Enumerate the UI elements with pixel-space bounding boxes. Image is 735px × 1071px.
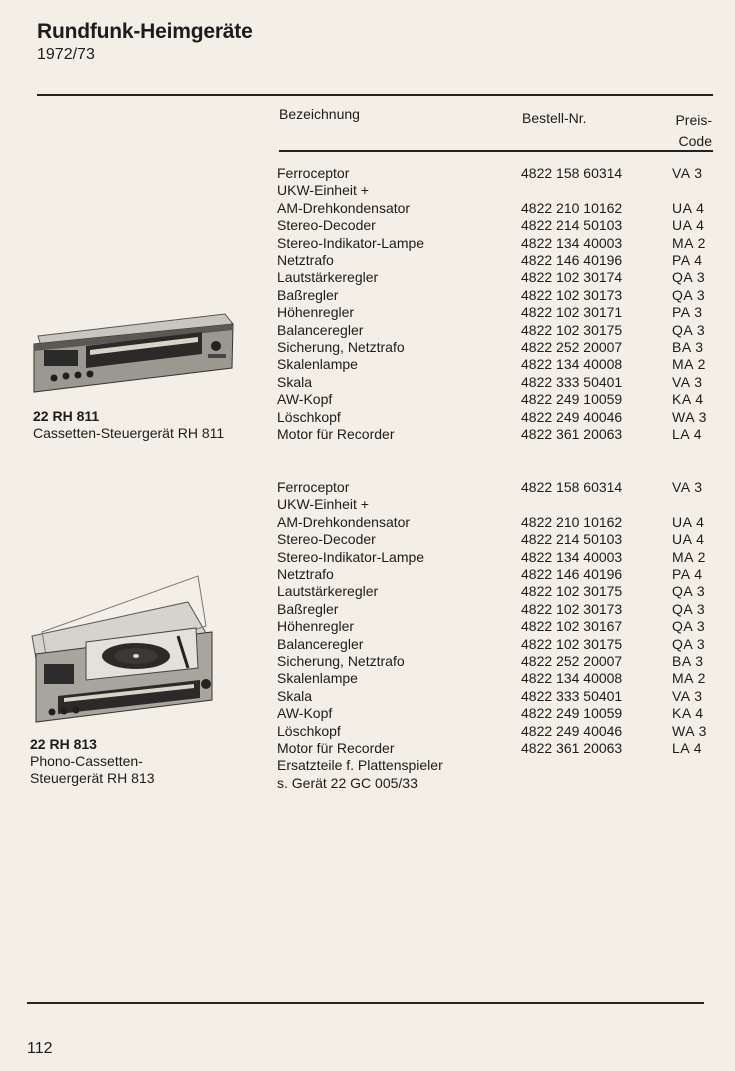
part-order-number: 4822 214 50103 xyxy=(521,217,623,234)
part-price-code: QA 3 xyxy=(672,321,706,338)
part-name: Ferroceptor xyxy=(277,165,350,181)
part-price-code: UA 4 xyxy=(672,513,705,530)
part-name: Skala xyxy=(277,373,313,390)
part-name: UKW-Einheit + xyxy=(277,182,369,199)
part-name: AW-Kopf xyxy=(277,705,333,722)
part-price-code: QA 3 xyxy=(672,286,706,303)
device-description: Cassetten-Steuergerät RH 811 xyxy=(33,425,225,441)
part-name: Netztrafo xyxy=(277,566,334,582)
part-name: Balanceregler xyxy=(277,321,364,338)
part-price-code: VA 3 xyxy=(672,687,703,704)
part-price-code: MA 2 xyxy=(672,670,706,687)
part-price-code: KA 4 xyxy=(672,705,704,722)
header-order-number: Bestell-Nr. xyxy=(522,110,587,126)
part-price-code: WA 3 xyxy=(672,408,707,425)
part-name: Löschkopf xyxy=(277,722,341,739)
header-rule xyxy=(279,150,713,152)
part-name: Sicherung, Netztrafo xyxy=(277,653,405,669)
device-description: Phono-Cassetten- xyxy=(30,753,143,769)
part-order-number: 4822 102 30167 xyxy=(521,618,623,635)
page-number: 112 xyxy=(27,1040,53,1057)
part-price-code: BA 3 xyxy=(672,653,704,669)
part-row xyxy=(0,165,735,182)
part-order-number: 4822 102 30175 xyxy=(521,583,623,600)
part-price-code: MA 2 xyxy=(672,548,706,565)
part-row xyxy=(0,531,735,548)
part-price-code: QA 3 xyxy=(672,583,706,600)
part-price-code: LA 4 xyxy=(672,740,703,756)
part-name: Löschkopf xyxy=(277,408,341,425)
page-title: Rundfunk-Heimgeräte xyxy=(37,20,253,43)
part-price-code: UA 4 xyxy=(672,217,705,234)
top-rule xyxy=(37,94,713,96)
part-name: Balanceregler xyxy=(277,635,364,652)
part-name: Ferroceptor xyxy=(277,479,350,495)
part-name: Baßregler xyxy=(277,600,339,617)
part-order-number: 4822 361 20063 xyxy=(521,740,623,756)
part-row xyxy=(0,252,735,269)
part-price-code: BA 3 xyxy=(672,339,704,355)
part-price-code: VA 3 xyxy=(672,165,703,181)
part-order-number: 4822 210 10162 xyxy=(521,199,623,216)
header-price-code xyxy=(632,110,712,152)
part-order-number: 4822 102 30175 xyxy=(521,321,623,338)
part-price-code: MA 2 xyxy=(672,234,706,251)
part-name: Baßregler xyxy=(277,286,339,303)
part-order-number: 4822 333 50401 xyxy=(521,687,623,704)
part-name: Stereo-Indikator-Lampe xyxy=(277,548,425,565)
part-order-number: 4822 134 40003 xyxy=(521,548,623,565)
part-order-number: 4822 134 40003 xyxy=(521,234,623,251)
part-price-code: VA 3 xyxy=(672,479,703,495)
part-price-code: LA 4 xyxy=(672,426,703,442)
device-id: 22 RH 813 xyxy=(30,736,97,752)
part-order-number: 4822 210 10162 xyxy=(521,513,623,530)
part-price-code: QA 3 xyxy=(672,618,706,635)
part-row xyxy=(0,287,735,304)
part-order-number: 4822 146 40196 xyxy=(521,566,623,582)
part-name: Ersatzteile f. Plattenspieler xyxy=(277,757,443,774)
part-name: AM-Drehkondensator xyxy=(277,513,411,530)
part-order-number: 4822 102 30171 xyxy=(521,304,623,321)
part-order-number: 4822 252 20007 xyxy=(521,653,623,669)
device-label-rh813 xyxy=(30,736,155,787)
part-price-code: UA 4 xyxy=(672,531,705,548)
part-row xyxy=(0,269,735,286)
part-name: AM-Drehkondensator xyxy=(277,199,411,216)
part-name: Höhenregler xyxy=(277,618,355,635)
part-order-number: 4822 134 40008 xyxy=(521,356,623,373)
part-price-code: VA 3 xyxy=(672,373,703,390)
part-order-number: 4822 102 30174 xyxy=(521,269,623,286)
device-id: 22 RH 811 xyxy=(33,408,100,424)
part-name: Höhenregler xyxy=(277,304,355,321)
part-name: Stereo-Indikator-Lampe xyxy=(277,234,425,251)
cassette-receiver-image xyxy=(30,310,235,394)
part-name: Stereo-Decoder xyxy=(277,531,376,548)
part-row xyxy=(0,549,735,566)
part-name: Motor für Recorder xyxy=(277,740,395,756)
part-order-number: 4822 249 40046 xyxy=(521,722,623,739)
part-price-code: KA 4 xyxy=(672,391,704,408)
part-name: Skala xyxy=(277,687,313,704)
part-row xyxy=(0,200,735,217)
part-name: Motor für Recorder xyxy=(277,426,395,442)
part-row xyxy=(0,514,735,531)
part-name: Lautstärkeregler xyxy=(277,583,379,600)
part-order-number: 4822 252 20007 xyxy=(521,339,623,355)
part-order-number: 4822 214 50103 xyxy=(521,531,623,548)
phono-cassette-receiver-image xyxy=(28,572,218,732)
header-price-code-line2: Code xyxy=(678,133,712,149)
part-order-number: 4822 333 50401 xyxy=(521,373,623,390)
part-price-code: PA 4 xyxy=(672,566,703,582)
device-description: Steuergerät RH 813 xyxy=(30,770,155,786)
part-name: Netztrafo xyxy=(277,252,334,268)
part-name: s. Gerät 22 GC 005/33 xyxy=(277,774,418,791)
part-row xyxy=(0,182,735,199)
part-name: AW-Kopf xyxy=(277,391,333,408)
part-price-code: QA 3 xyxy=(672,635,706,652)
part-price-code: QA 3 xyxy=(672,600,706,617)
part-row xyxy=(0,235,735,252)
page-subtitle: 1972/73 xyxy=(37,46,95,63)
part-order-number: 4822 158 60314 xyxy=(521,479,623,495)
part-name: Sicherung, Netztrafo xyxy=(277,339,405,355)
part-price-code: PA 3 xyxy=(672,304,703,321)
part-order-number: 4822 134 40008 xyxy=(521,670,623,687)
part-price-code: PA 4 xyxy=(672,252,703,268)
part-order-number: 4822 158 60314 xyxy=(521,165,623,181)
header-price-code-line1: Preis- xyxy=(675,112,712,128)
part-row xyxy=(0,479,735,496)
part-order-number: 4822 249 10059 xyxy=(521,705,623,722)
part-price-code: QA 3 xyxy=(672,269,706,286)
part-order-number: 4822 361 20063 xyxy=(521,426,623,442)
part-name: UKW-Einheit + xyxy=(277,496,369,513)
part-order-number: 4822 102 30175 xyxy=(521,635,623,652)
part-order-number: 4822 249 10059 xyxy=(521,391,623,408)
part-price-code: MA 2 xyxy=(672,356,706,373)
part-order-number: 4822 146 40196 xyxy=(521,252,623,268)
part-order-number: 4822 102 30173 xyxy=(521,286,623,303)
part-name: Skalenlampe xyxy=(277,356,358,373)
part-row xyxy=(0,217,735,234)
bottom-rule xyxy=(27,1002,704,1004)
part-order-number: 4822 102 30173 xyxy=(521,600,623,617)
part-name: Lautstärkeregler xyxy=(277,269,379,286)
header-name: Bezeichnung xyxy=(279,106,360,122)
part-name: Skalenlampe xyxy=(277,670,358,687)
part-row xyxy=(0,496,735,513)
part-name: Stereo-Decoder xyxy=(277,217,376,234)
part-price-code: UA 4 xyxy=(672,199,705,216)
part-order-number: 4822 249 40046 xyxy=(521,408,623,425)
part-price-code: WA 3 xyxy=(672,722,707,739)
device-label-rh811 xyxy=(33,408,224,442)
